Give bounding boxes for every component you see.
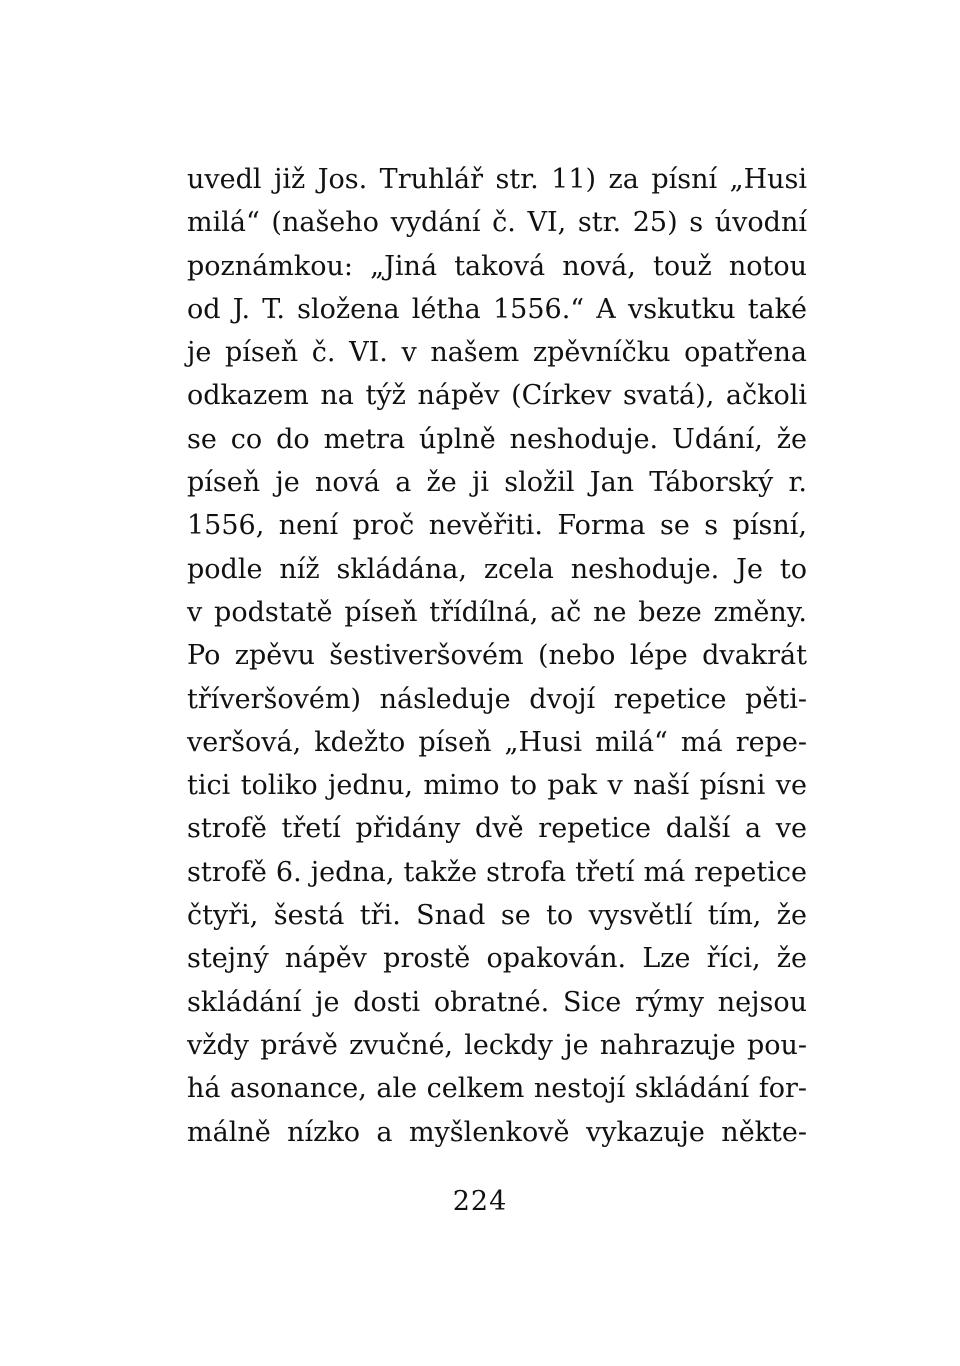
text-line: od J. T. složena létha 1556.“ A vskutku také (187, 293, 807, 325)
text-line: skládání je dosti obratné. Sice rýmy nejsou (187, 986, 807, 1018)
text-line: há asonance, ale celkem nestojí skládání for- (187, 1073, 807, 1105)
body-text (187, 158, 807, 1154)
page-number: 224 (452, 1186, 508, 1217)
text-line: poznámkou: „Jiná taková nová, touž notou (187, 250, 807, 282)
text-line: stejný nápěv prostě opakován. Lze říci, že (187, 943, 807, 975)
text-line: čtyři, šestá tři. Snad se to vysvětlí tím, že (187, 900, 807, 932)
text-line: se co do metra úplně neshoduje. Udání, že (187, 423, 807, 455)
text-line: vždy právě zvučné, leckdy je nahrazuje pou- (187, 1029, 807, 1061)
text-line: strofě třetí přidány dvě repetice další a ve (187, 813, 807, 845)
text-line: Po zpěvu šestiveršovém (nebo lépe dvakrát (187, 640, 807, 672)
text-line: tici toliko jednu, mimo to pak v naší písni ve (187, 770, 807, 802)
text-line: v podstatě píseň třídílná, ač ne beze změny. (187, 596, 807, 628)
text-line: veršová, kdežto píseň „Husi milá“ má repe- (187, 726, 807, 758)
text-line: milá“ (našeho vydání č. VI, str. 25) s úvodní (187, 207, 807, 239)
text-line: 1556, není proč nevěřiti. Forma se s písní, (187, 510, 807, 542)
text-line: je píseň č. VI. v našem zpěvníčku opatřena (187, 337, 807, 369)
text-line: málně nízko a myšlenkově vykazuje někte- (187, 1116, 807, 1148)
text-line: uvedl již Jos. Truhlář str. 11) za písní „Husi (187, 164, 807, 195)
text-line: odkazem na týž nápěv (Církev svatá), ačkoli (187, 380, 807, 412)
text-line: podle níž skládána, zcela neshoduje. Je to (187, 553, 807, 585)
text-line: píseň je nová a že ji složil Jan Táborský r. (187, 467, 807, 499)
text-line: strofě 6. jedna, takže strofa třetí má repetice (187, 856, 807, 888)
text-line: tříveršovém) následuje dvojí repetice pěti- (187, 683, 807, 715)
